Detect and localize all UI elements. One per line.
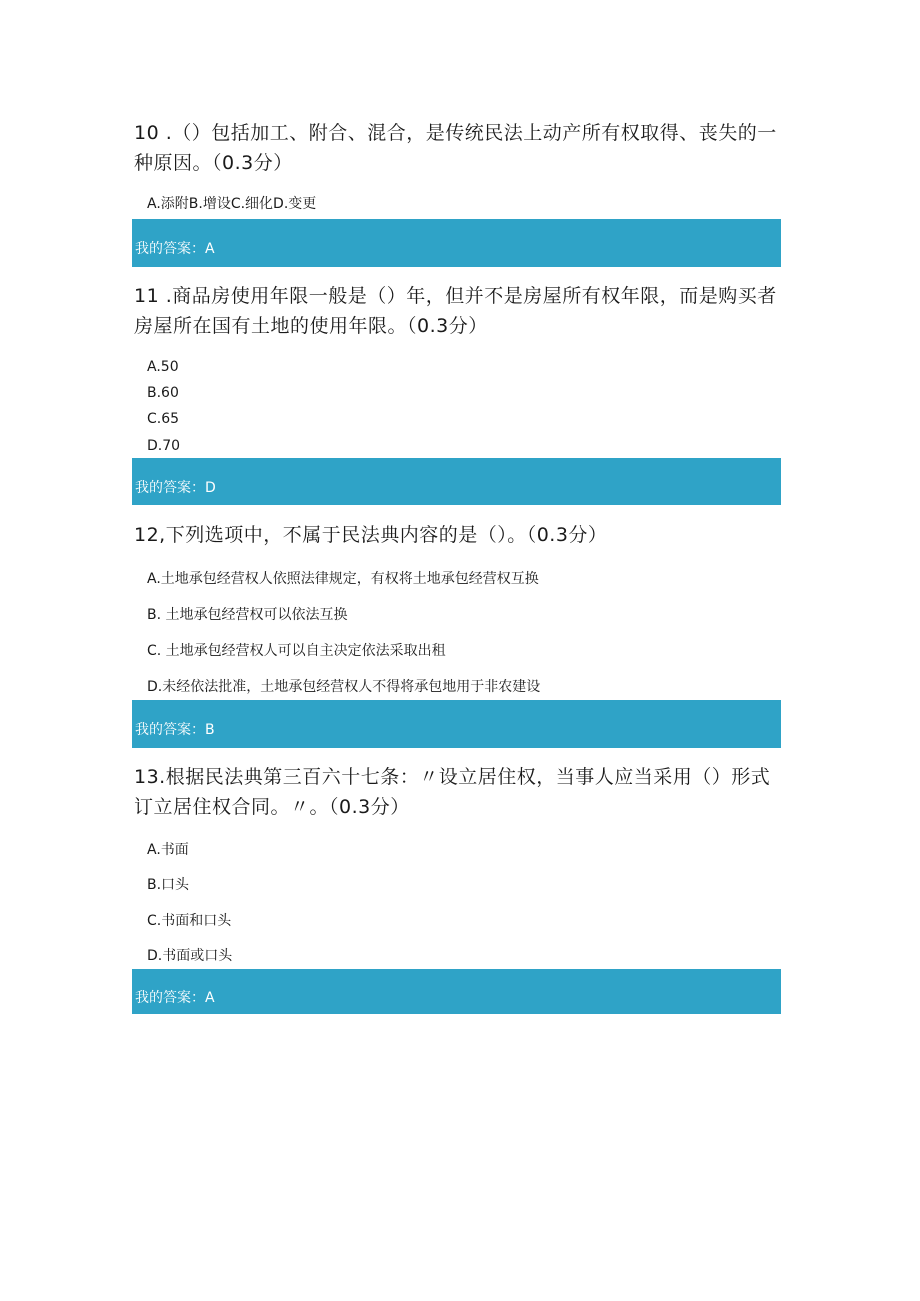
question-10-options: A.添附B.增设C.细化D.变更 (147, 196, 317, 212)
question-12-option-a[interactable]: A.土地承包经营权人依照法律规定，有权将土地承包经营权互换 (147, 571, 539, 587)
question-11-text: 11 .商品房使用年限一般是（）年，但并不是房屋所有权年限，而是购买者房屋所在国有土地的使用年限。（0.3分） (134, 285, 777, 337)
question-13-option-d[interactable]: D.书面或口头 (147, 948, 233, 964)
answer-text-11: 我的答案：D (135, 480, 216, 496)
question-13-option-b[interactable]: B.口头 (147, 877, 190, 893)
question-11-option-d[interactable]: D.70 (147, 438, 181, 454)
question-12-option-b[interactable]: B. 土地承包经营权可以依法互换 (147, 607, 348, 623)
answer-bar-12 (132, 700, 781, 748)
question-12-text: 12,下列选项中，不属于民法典内容的是（）。（0.3分） (134, 524, 608, 546)
answer-text-10: 我的答案：A (135, 241, 215, 257)
answer-bar-10 (132, 219, 781, 267)
question-12-option-d[interactable]: D.未经依法批准，土地承包经营权人不得将承包地用于非农建设 (147, 679, 541, 695)
question-12-option-c[interactable]: C. 土地承包经营权人可以自主决定依法采取出租 (147, 643, 446, 659)
answer-text-13: 我的答案：A (135, 990, 215, 1006)
answer-bar-13 (132, 969, 781, 1014)
answer-bar-11 (132, 458, 781, 505)
question-11-option-c[interactable]: C.65 (147, 411, 180, 427)
question-13-option-c[interactable]: C.书面和口头 (147, 913, 232, 929)
question-10-text: 10 .（）包括加工、附合、混合，是传统民法上动产所有权取得、丧失的一种原因。（0.3分） (134, 122, 777, 174)
question-11-option-b[interactable]: B.60 (147, 385, 179, 401)
answer-text-12: 我的答案：B (135, 722, 215, 738)
question-13-option-a[interactable]: A.书面 (147, 842, 189, 858)
question-11-option-a[interactable]: A.50 (147, 359, 179, 375)
question-13-text: 13.根据民法典第三百六十七条：〃设立居住权，当事人应当采用（）形式订立居住权合同。〃。（0.3分） (134, 766, 771, 818)
